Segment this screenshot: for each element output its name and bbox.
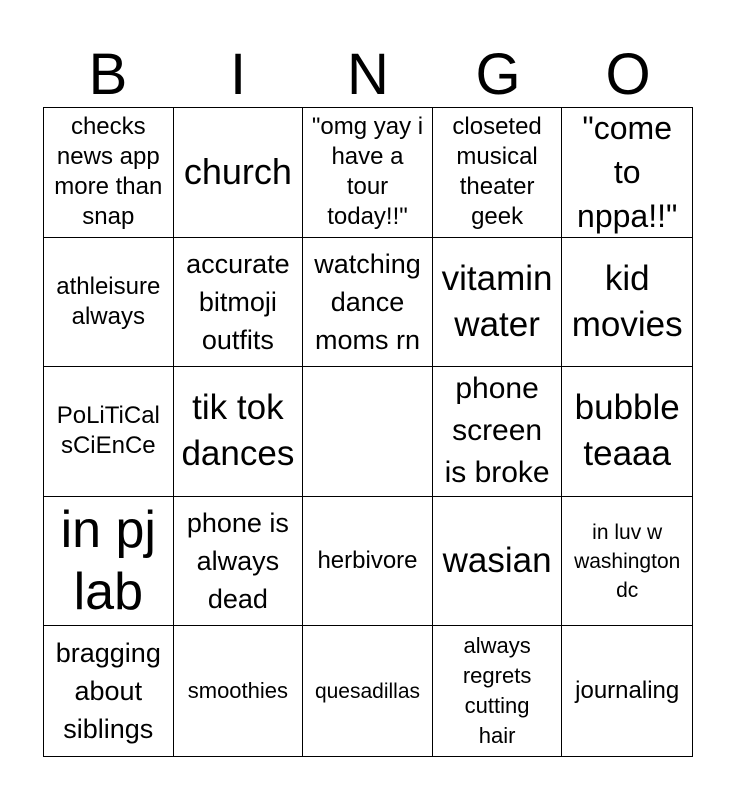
cell-text: in luv w washington dc <box>574 520 681 602</box>
bingo-cell[interactable] <box>44 108 174 238</box>
cell-text: herbivore <box>317 547 418 575</box>
bingo-cell[interactable] <box>562 626 692 756</box>
cell-text: checks news app more than snap <box>54 113 163 231</box>
bingo-cell[interactable] <box>44 238 174 368</box>
bingo-cell[interactable] <box>303 108 433 238</box>
cell-text: wasian <box>442 541 552 581</box>
cell-text: quesadillas <box>314 679 421 703</box>
free-space[interactable] <box>303 367 433 497</box>
cell-text: accurate bitmoji outfits <box>186 248 290 355</box>
bingo-cell[interactable] <box>562 497 692 627</box>
cell-text: kid movies <box>571 258 683 344</box>
bingo-cell[interactable] <box>174 238 304 368</box>
bingo-cell[interactable] <box>174 108 304 238</box>
header-letter-i: I <box>229 42 247 107</box>
bingo-cell[interactable] <box>44 367 174 497</box>
bingo-cell[interactable] <box>433 367 563 497</box>
cell-text: church <box>183 151 292 193</box>
cell-text: in pj lab <box>60 501 156 622</box>
cell-text: phone screen is broke <box>444 372 550 490</box>
cell-text: journaling <box>575 677 680 705</box>
cell-text: tik tok dances <box>181 388 295 474</box>
cell-text: phone is always dead <box>186 508 289 615</box>
bingo-cell[interactable] <box>303 626 433 756</box>
bingo-grid <box>43 107 693 757</box>
cell-text: smoothies <box>187 678 289 704</box>
cell-text: bragging about siblings <box>55 638 161 745</box>
cell-text: vitamin water <box>441 258 553 344</box>
bingo-cell[interactable] <box>433 497 563 627</box>
bingo-cell[interactable] <box>174 497 304 627</box>
bingo-header <box>43 44 693 106</box>
header-letter-o: O <box>605 42 651 107</box>
cell-text: PoLiTiCal sCiEnCe <box>56 402 160 460</box>
bingo-cell[interactable] <box>174 367 304 497</box>
bingo-cell[interactable] <box>44 626 174 756</box>
cell-text: closeted musical theater geek <box>452 113 542 231</box>
bingo-cell[interactable] <box>562 108 692 238</box>
cell-text: "come to nppa!!" <box>577 110 678 235</box>
bingo-cell[interactable] <box>433 626 563 756</box>
bingo-cell[interactable] <box>562 367 692 497</box>
cell-text: "omg yay i have a tour today!!" <box>311 113 424 231</box>
header-letter-b: B <box>88 42 128 107</box>
header-letter-n: N <box>347 42 389 107</box>
cell-text: always regrets cutting hair <box>462 633 532 749</box>
bingo-cell[interactable] <box>174 626 304 756</box>
cell-text: bubble teaaa <box>574 388 680 474</box>
bingo-cell[interactable] <box>303 497 433 627</box>
bingo-cell[interactable] <box>562 238 692 368</box>
bingo-cell[interactable] <box>433 108 563 238</box>
header-letter-g: G <box>475 42 521 107</box>
bingo-cell[interactable] <box>433 238 563 368</box>
bingo-cell[interactable] <box>303 238 433 368</box>
cell-text: athleisure always <box>56 272 161 330</box>
bingo-cell[interactable] <box>44 497 174 627</box>
cell-text: watching dance moms rn <box>314 248 421 355</box>
